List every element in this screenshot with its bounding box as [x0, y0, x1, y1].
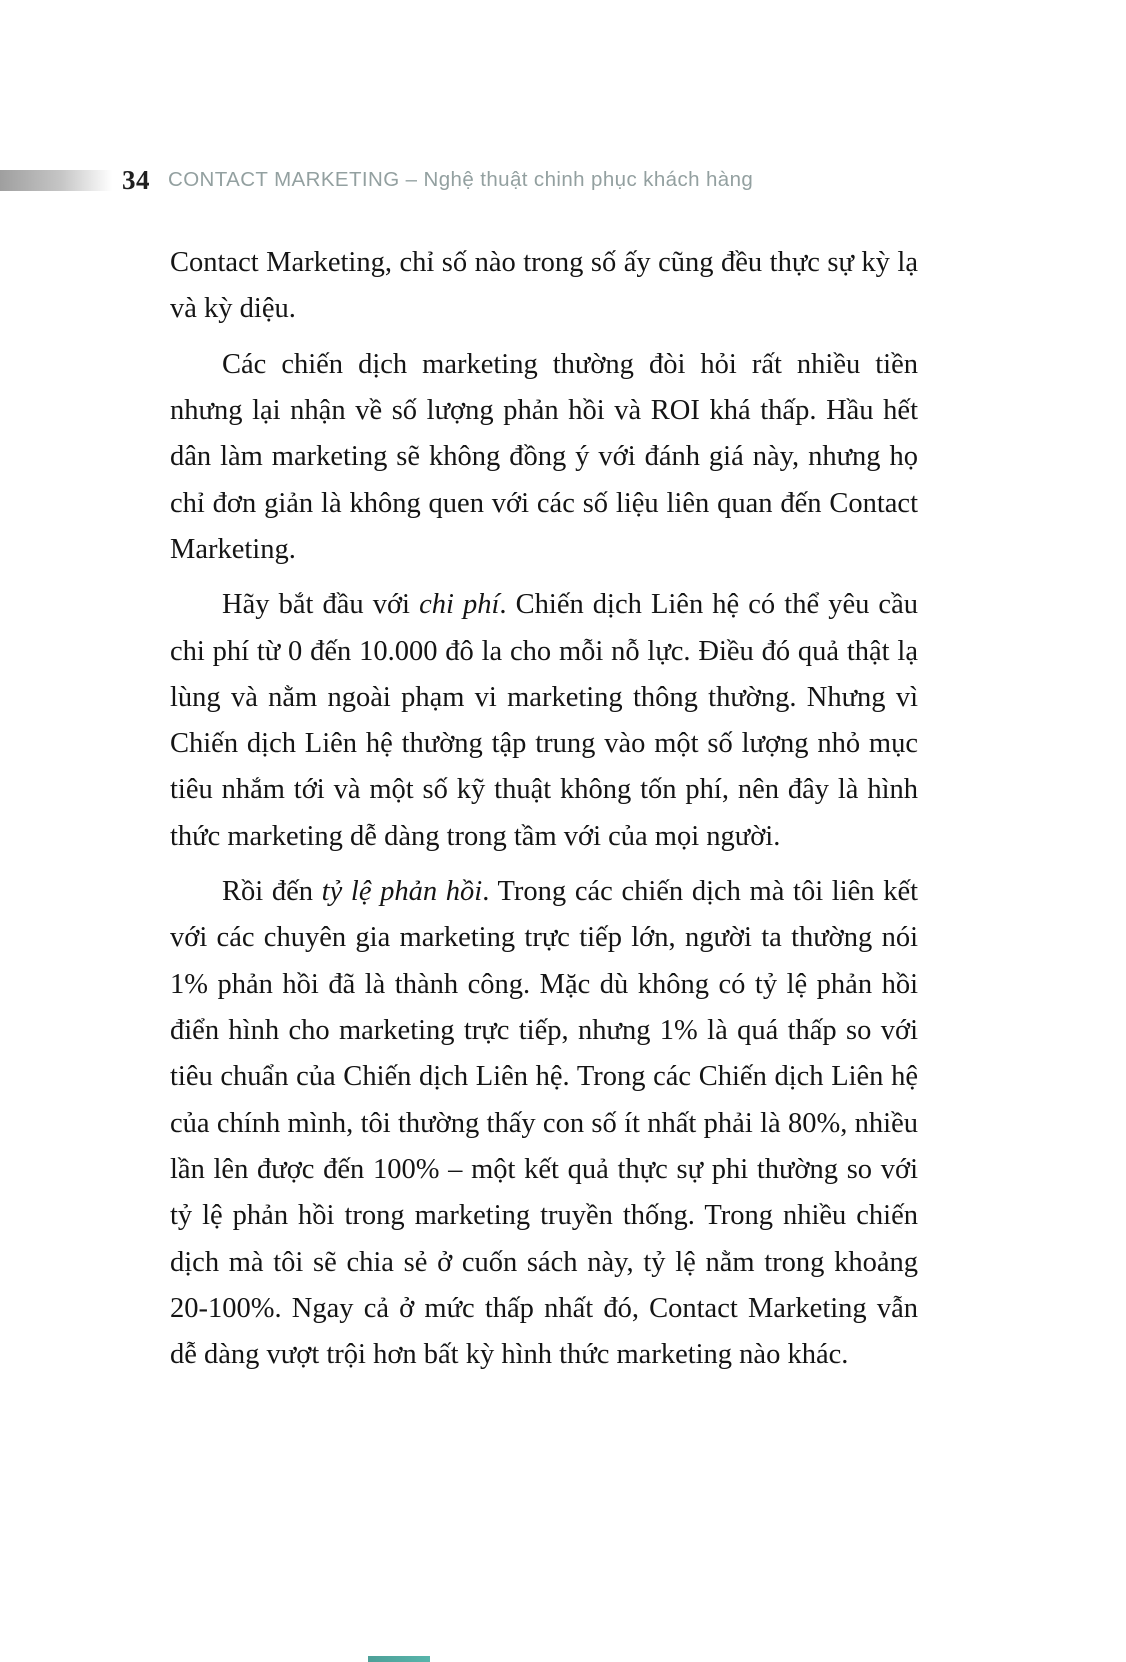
italic-text-segment: chi phí: [419, 589, 500, 621]
text-segment: Rồi đến: [222, 876, 322, 908]
paragraph: [170, 240, 918, 333]
italic-text-segment: tỷ lệ phản hồi: [321, 876, 483, 908]
text-segment: Hãy bắt đầu với: [222, 589, 420, 621]
page-number: 34: [122, 164, 150, 195]
page-body: [170, 240, 918, 1379]
header-gradient-bar: [0, 170, 112, 191]
text-segment: Contact Marketing, chỉ số nào trong số ấy cũng đều thực sự kỳ lạ và kỳ diệu.: [170, 247, 918, 325]
page-header: [0, 163, 1126, 197]
paragraph: [170, 582, 918, 860]
paragraph: [170, 342, 918, 574]
scan-artifact: [368, 1656, 430, 1662]
text-segment: . Trong các chiến dịch mà tôi liên kết với các chuyên gia marketing trực tiếp lớn, người ta thường nói 1% phản hồi đã là thành công. Mặc dù không có tỷ lệ phản hồi điển hình cho marketing trực tiếp, nhưng 1% là quá thấp so với tiêu chuẩn của Chiến dịch Liên hệ. Trong các Chiến dịch Liên hệ của chính mình, tôi thường thấy con số ít nhất phải là 80%, nhiều lần lên được đến 100% – một kết quả thực sự phi thường so với tỷ lệ phản hồi trong marketing truyền thống. Trong nhiều chiến dịch mà tôi sẽ chia sẻ ở cuốn sách này, tỷ lệ nằm trong khoảng 20-100%. Ngay cả ở mức thấp nhất đó, Contact Marketing vẫn dễ dàng vượt trội hơn bất kỳ hình thức marketing nào khác.: [170, 876, 919, 1371]
text-segment: . Chiến dịch Liên hệ có thể yêu cầu chi phí từ 0 đến 10.000 đô la cho mỗi nỗ lực. Điều đó quả thật lạ lùng và nằm ngoài phạm vi marketing thông thường. Nhưng vì Chiến dịch Liên hệ thường tập trung vào một số lượng nhỏ mục tiêu nhắm tới và một số kỹ thuật không tốn phí, nên đây là hình thức marketing dễ dàng trong tầm với của mọi người.: [170, 589, 918, 852]
text-segment: Các chiến dịch marketing thường đòi hỏi rất nhiều tiền nhưng lại nhận về số lượng phản hồi và ROI khá thấp. Hầu hết dân làm marketing sẽ không đồng ý với đánh giá này, nhưng họ chỉ đơn giản là không quen với các số liệu liên quan đến Contact Marketing.: [170, 348, 918, 565]
running-title: CONTACT MARKETING – Nghệ thuật chinh phục khách hàng: [168, 168, 754, 191]
paragraph: [170, 869, 918, 1378]
